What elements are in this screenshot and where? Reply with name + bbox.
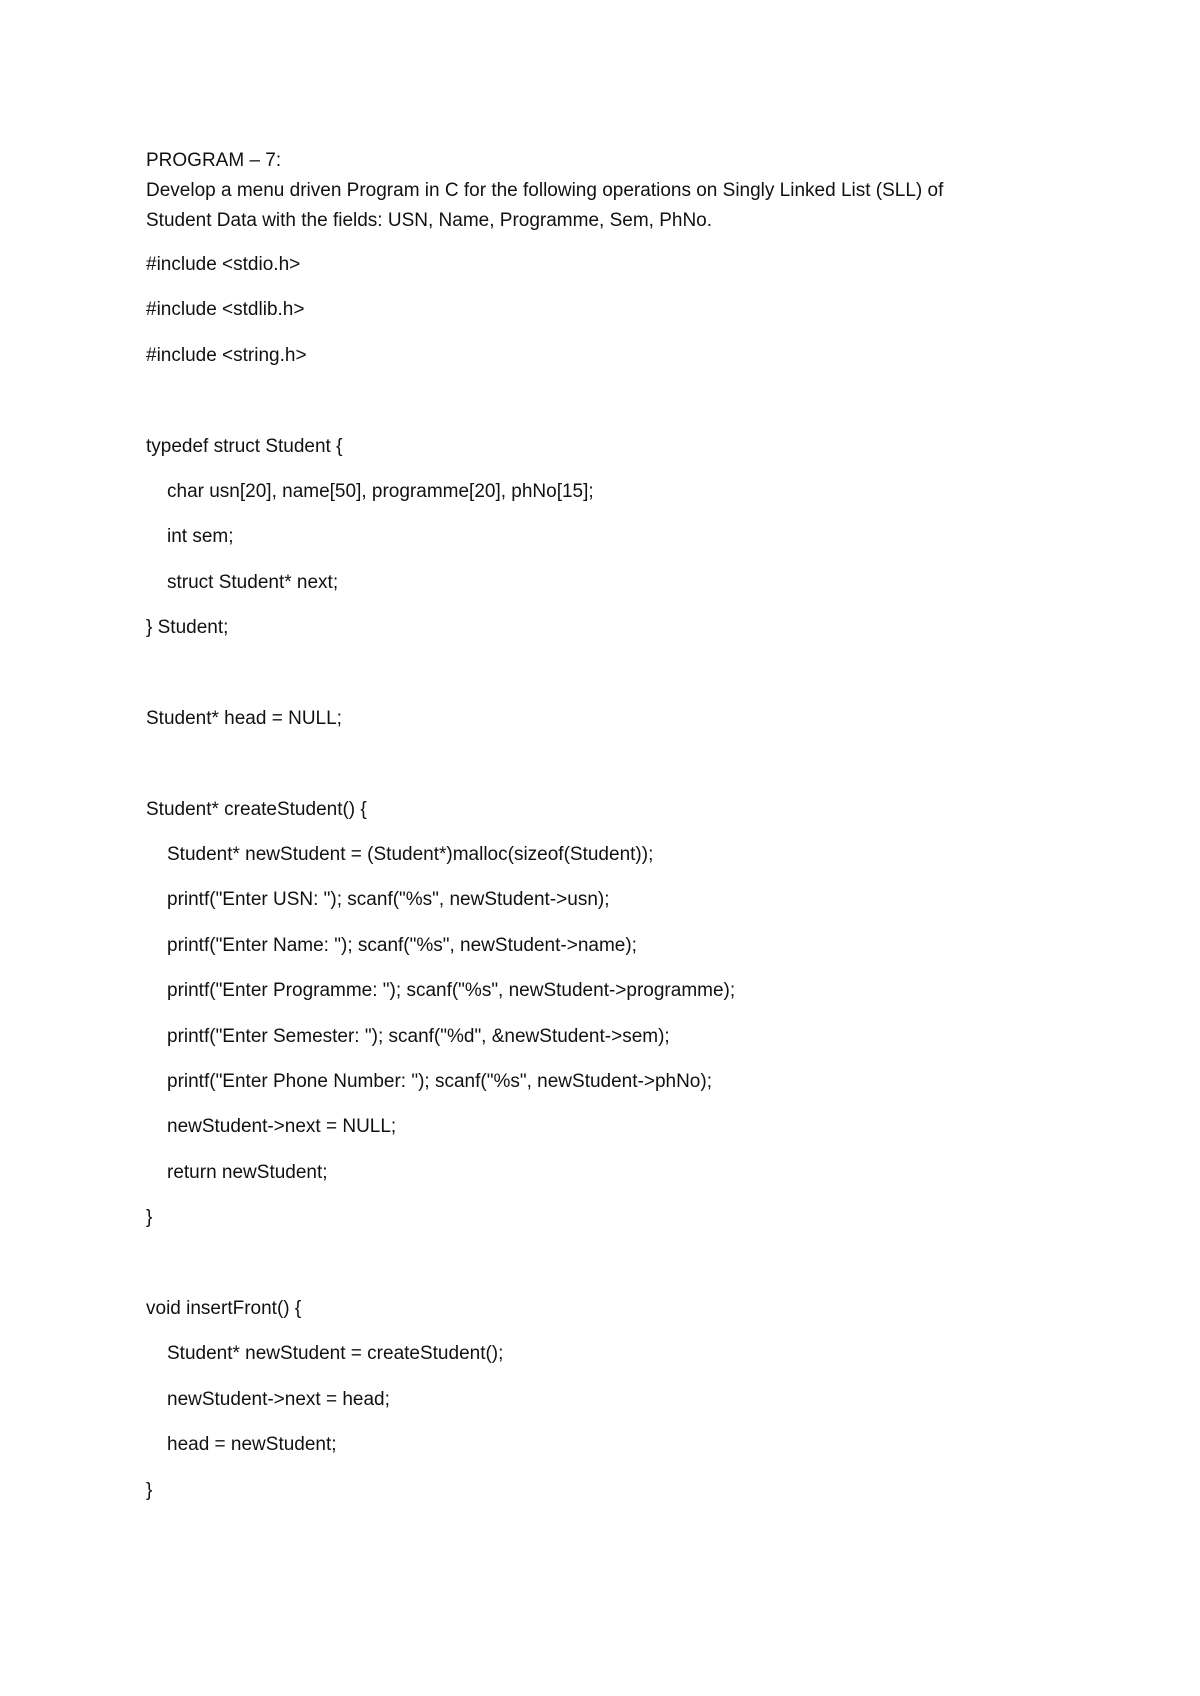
code-line: int sem; [167,526,234,548]
code-listing [146,250,1046,1506]
code-line: struct Student* next; [167,571,339,593]
code-line: Student* newStudent = (Student*)malloc(sizeof(Student)); [167,844,654,866]
blank-line [146,386,1046,416]
code-line: void insertFront() { [146,1297,302,1319]
code-line: } [146,1207,153,1229]
code-line: #include <string.h> [146,344,307,366]
code-line: printf("Enter USN: "); scanf("%s", newStudent->usn); [167,889,610,911]
code-line: Student* head = NULL; [146,707,342,729]
description-line: Student Data with the fields: USN, Name, Programme, Sem, PhNo. [146,210,713,231]
code-line: Student* newStudent = createStudent(); [167,1343,504,1365]
code-line: } Student; [146,617,229,639]
code-line: newStudent->next = NULL; [167,1116,397,1138]
code-line: } [146,1479,153,1501]
blank-line [146,1249,1046,1279]
code-line: char usn[20], name[50], programme[20], phNo[15]; [167,480,594,502]
code-line: Student* createStudent() { [146,798,367,820]
code-line: head = newStudent; [167,1434,337,1456]
program-description [146,176,1046,236]
code-line: #include <stdlib.h> [146,299,305,321]
code-line: newStudent->next = head; [167,1388,390,1410]
code-line: typedef struct Student { [146,435,343,457]
code-line: return newStudent; [167,1161,328,1183]
code-line: printf("Enter Semester: "); scanf("%d", &newStudent->sem); [167,1025,670,1047]
blank-line [146,659,1046,689]
description-line: Develop a menu driven Program in C for the following operations on Singly Linked List (SLL) of [146,180,944,201]
code-line: printf("Enter Name: "); scanf("%s", newStudent->name); [167,934,637,956]
code-line: #include <stdio.h> [146,254,301,275]
code-line: printf("Enter Programme: "); scanf("%s", newStudent->programme); [167,980,736,1002]
blank-line [146,749,1046,779]
document-content [146,146,1046,1506]
code-line: printf("Enter Phone Number: "); scanf("%s", newStudent->phNo); [167,1071,712,1093]
program-title: PROGRAM – 7: [146,150,282,171]
